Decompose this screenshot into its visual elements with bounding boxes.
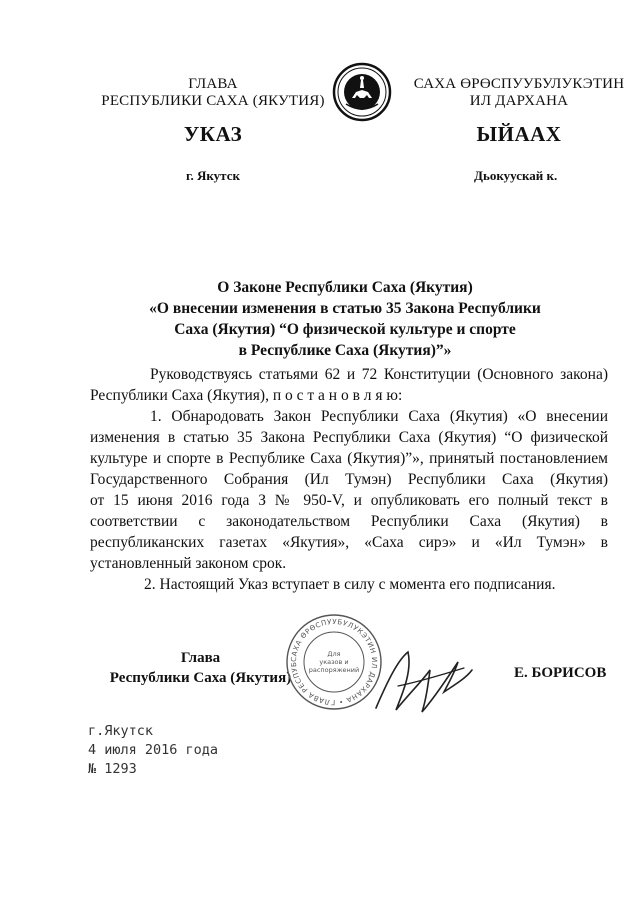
footer-date: 4 июля 2016 года <box>88 742 219 758</box>
document-body <box>90 364 608 595</box>
header-right-title: ЫЙААХ <box>476 122 562 146</box>
signatory-name: Е. БОРИСОВ <box>514 665 607 681</box>
header-right-line1: САХА ӨРӨСПУУБУЛУКЭТИН <box>413 76 625 92</box>
body-p2-line3: культуре и спорте в Республике Саха (Якутия)”», принятый постановлением <box>90 450 608 467</box>
footer-city: г.Якутск <box>88 723 154 739</box>
body-p2-line7: республиканских газетах «Якутия», «Саха сирэ» и «Ил Тумэн» в <box>90 534 608 551</box>
body-p1-line1: Руководствуясь статьями 62 и 72 Конституции (Основного закона) <box>150 366 608 383</box>
header-right-place: Дьокуускай к. <box>474 168 558 183</box>
header-left-title: УКАЗ <box>183 122 243 146</box>
body-p2-line4: Государственного Собрания (Ил Тумэн) Республики Саха (Якутия) <box>90 471 608 488</box>
heading-line1: О Законе Республики Саха (Якутия) <box>217 279 473 296</box>
heading-line4: в Республике Саха (Якутия)”» <box>238 342 452 359</box>
stamp-center-line2: указов и <box>319 658 349 666</box>
header-left-place: г. Якутск <box>186 168 240 183</box>
document-heading <box>100 277 590 361</box>
emblem-logo <box>332 62 392 122</box>
stamp-center-line1: Для <box>327 650 341 658</box>
body-p2-line1: 1. Обнародовать Закон Республики Саха (Якутия) «О внесении <box>150 408 608 425</box>
stamp-ring-text: САХА ӨРӨСПУУБУЛУКЭТИН ИЛ ДАРХАНА • ГЛАВА РЕСПУБ <box>289 617 379 707</box>
document-footer <box>88 722 308 779</box>
stamp-center-line3: распоряжений <box>308 666 360 674</box>
header-left-line1: ГЛАВА <box>188 76 238 92</box>
header-right-block <box>410 76 628 110</box>
heading-line2: «О внесении изменения в статью 35 Закона Республики <box>149 300 541 317</box>
heading-line3: Саха (Якутия) “О физической культуре и спорте <box>174 321 516 338</box>
body-p2-line5: от 15 июня 2016 года З № 950-V, и опубликовать его полный текст в <box>90 492 608 509</box>
header-right-line2: ИЛ ДАРХАНА <box>469 93 569 109</box>
footer-number: № 1293 <box>88 761 137 777</box>
signature-label <box>108 648 293 688</box>
body-p3: 2. Настоящий Указ вступает в силу с момента его подписания. <box>144 576 556 593</box>
body-p1-line2: Республики Саха (Якутия), п о с т а н о в л я ю: <box>90 387 403 404</box>
handwritten-signature <box>368 640 478 720</box>
header-left-block <box>98 76 328 110</box>
body-p2-line8: установленный законом срок. <box>90 555 287 572</box>
body-p2-line6: соответствии с законодательством Республики Саха (Якутия) в <box>90 513 608 530</box>
header-left-line2: РЕСПУБЛИКИ САХА (ЯКУТИЯ) <box>101 93 325 109</box>
signature-label-line2: Республики Саха (Якутия) <box>109 670 292 686</box>
body-p2-line2: изменения в статью 35 Закона Республики Саха (Якутия) “О физической <box>90 429 608 446</box>
signature-label-line1: Глава <box>180 650 221 666</box>
